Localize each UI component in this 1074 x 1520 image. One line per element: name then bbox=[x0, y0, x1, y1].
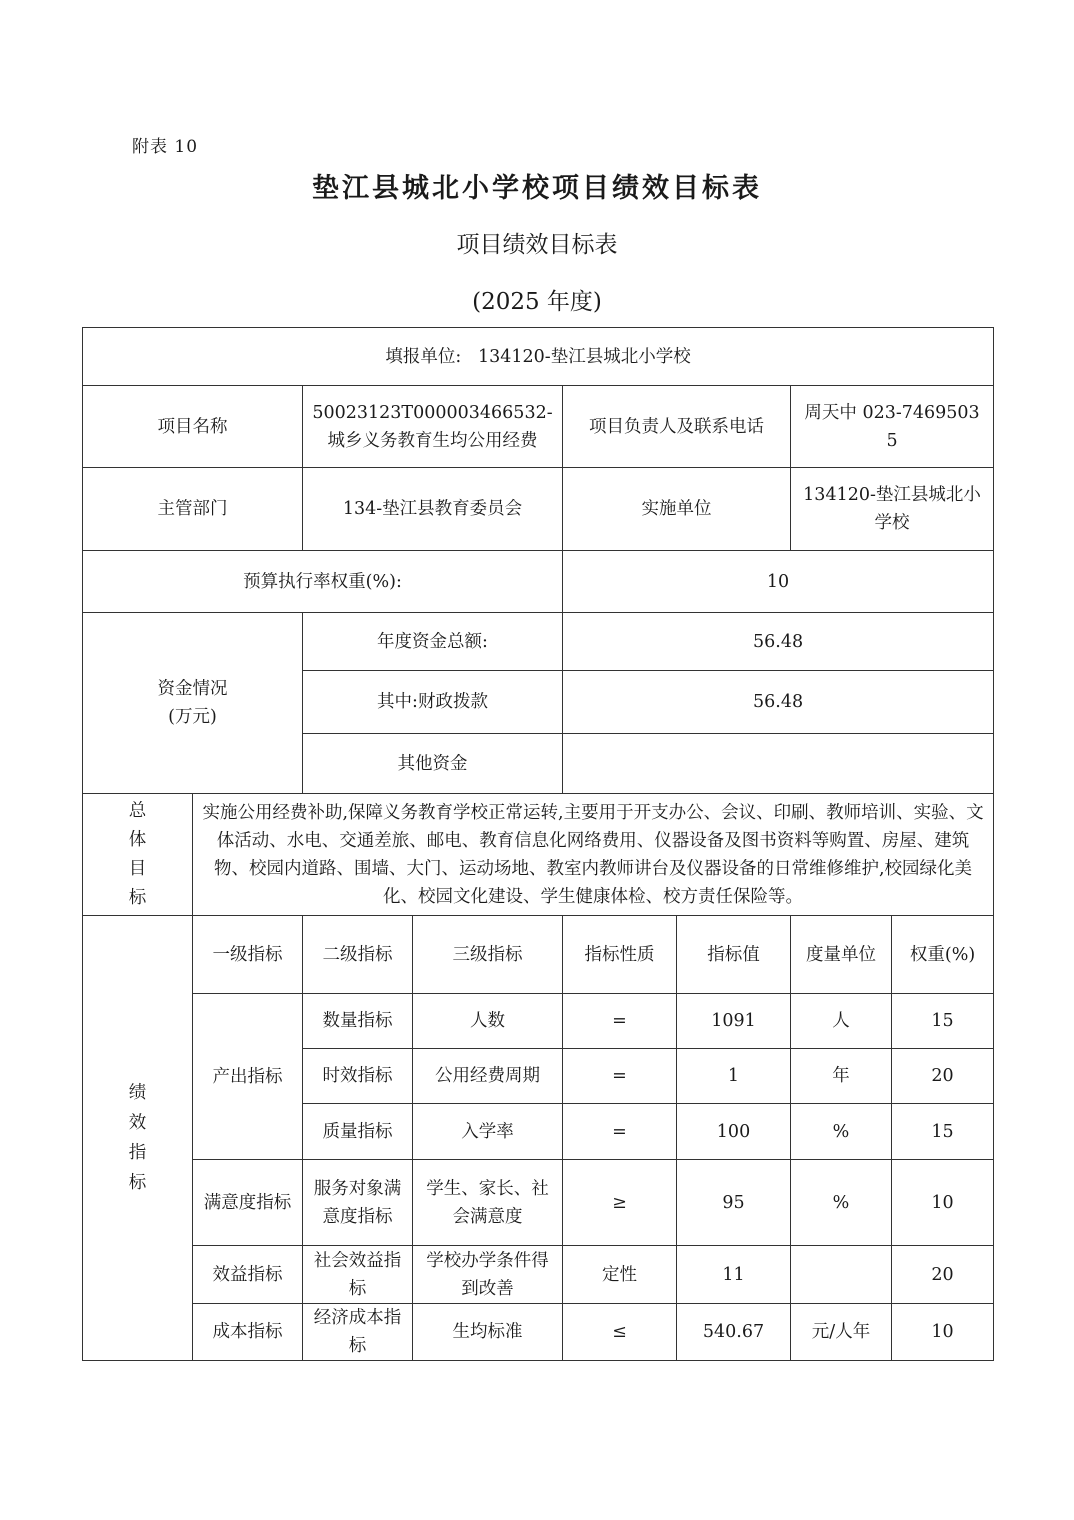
nature-cell: = bbox=[563, 1049, 677, 1104]
level3-cell: 人数 bbox=[413, 994, 563, 1049]
weight-cell: 20 bbox=[892, 1246, 994, 1304]
reporting-unit-value: 134120-垫江县城北小学校 bbox=[477, 346, 691, 367]
table-row bbox=[83, 1304, 994, 1361]
contact-value: 周天中 023-74695035 bbox=[791, 386, 994, 468]
budget-rate-value: 10 bbox=[563, 551, 994, 613]
nature-cell: = bbox=[563, 994, 677, 1049]
nature-cell: = bbox=[563, 1104, 677, 1160]
impl-unit-value: 134120-垫江县城北小学校 bbox=[791, 468, 994, 551]
value-cell: 100 bbox=[677, 1104, 791, 1160]
annual-total-label: 年度资金总额: bbox=[303, 613, 563, 671]
document-subtitle: 项目绩效目标表 bbox=[456, 232, 618, 258]
header-value: 指标值 bbox=[677, 916, 791, 994]
level2-cell: 数量指标 bbox=[303, 994, 413, 1049]
budget-rate-label: 预算执行率权重(%): bbox=[83, 551, 563, 613]
department-label: 主管部门 bbox=[83, 468, 303, 551]
annual-total-value: 56.48 bbox=[563, 613, 994, 671]
weight-cell: 10 bbox=[892, 1304, 994, 1361]
performance-target-table bbox=[82, 327, 994, 1361]
project-name-value: 50023123T000003466532-城乡义务教育生均公用经费 bbox=[303, 386, 563, 468]
fiscal-allocation-label: 其中:财政拨款 bbox=[303, 671, 563, 734]
other-funds-value bbox=[563, 734, 994, 794]
performance-indicators-label: 绩效指标 bbox=[83, 916, 193, 1361]
unit-cell: 人 bbox=[791, 994, 892, 1049]
level3-cell: 公用经费周期 bbox=[413, 1049, 563, 1104]
other-funds-label: 其他资金 bbox=[303, 734, 563, 794]
reporting-unit-cell bbox=[83, 328, 994, 386]
header-unit: 度量单位 bbox=[791, 916, 892, 994]
header-weight: 权重(%) bbox=[892, 916, 994, 994]
project-name-label: 项目名称 bbox=[83, 386, 303, 468]
overall-goal-label: 总体目标 bbox=[83, 794, 193, 916]
value-cell: 540.67 bbox=[677, 1304, 791, 1361]
unit-cell: % bbox=[791, 1160, 892, 1246]
impl-unit-label: 实施单位 bbox=[563, 468, 791, 551]
level1-cell: 满意度指标 bbox=[193, 1160, 303, 1246]
funds-label bbox=[83, 613, 303, 794]
contact-label: 项目负责人及联系电话 bbox=[563, 386, 791, 468]
value-cell: 95 bbox=[677, 1160, 791, 1246]
header-level2: 二级指标 bbox=[303, 916, 413, 994]
table-row bbox=[83, 994, 994, 1049]
header-nature: 指标性质 bbox=[563, 916, 677, 994]
fiscal-year: (2025 年度) bbox=[472, 289, 602, 315]
weight-cell: 15 bbox=[892, 1104, 994, 1160]
weight-cell: 20 bbox=[892, 1049, 994, 1104]
table-row bbox=[83, 1160, 994, 1246]
level2-cell: 时效指标 bbox=[303, 1049, 413, 1104]
reporting-unit-label: 填报单位: bbox=[385, 346, 462, 367]
header-level1: 一级指标 bbox=[193, 916, 303, 994]
document-title: 垫江县城北小学校项目绩效目标表 bbox=[312, 173, 762, 204]
overall-goal-text: 实施公用经费补助,保障义务教育学校正常运转,主要用于开支办公、会议、印刷、教师培训、实验、文体活动、水电、交通差旅、邮电、教育信息化网络费用、仪器设备及图书资料等购置、房屋、建筑物、校园内道路、围墙、大门、运动场地、教室内教师讲台及仪器设备的日常维修维护,校园绿化美化、校园文化建设、学生健康体检、校方责任保险等。 bbox=[193, 794, 994, 916]
unit-cell: 年 bbox=[791, 1049, 892, 1104]
level3-cell: 生均标准 bbox=[413, 1304, 563, 1361]
fiscal-allocation-value: 56.48 bbox=[563, 671, 994, 734]
level2-cell: 社会效益指标 bbox=[303, 1246, 413, 1304]
unit-cell: % bbox=[791, 1104, 892, 1160]
funds-label-line1: 资金情况 bbox=[157, 679, 228, 699]
value-cell: 1 bbox=[677, 1049, 791, 1104]
level2-cell: 经济成本指标 bbox=[303, 1304, 413, 1361]
level3-cell: 入学率 bbox=[413, 1104, 563, 1160]
table-row bbox=[83, 1246, 994, 1304]
level3-cell: 学生、家长、社会满意度 bbox=[413, 1160, 563, 1246]
weight-cell: 15 bbox=[892, 994, 994, 1049]
level1-cell: 效益指标 bbox=[193, 1246, 303, 1304]
level1-cell: 成本指标 bbox=[193, 1304, 303, 1361]
attachment-number: 附表 10 bbox=[132, 137, 199, 157]
output-level1: 产出指标 bbox=[193, 994, 303, 1160]
nature-cell: ≥ bbox=[563, 1160, 677, 1246]
header-level3: 三级指标 bbox=[413, 916, 563, 994]
nature-cell: 定性 bbox=[563, 1246, 677, 1304]
unit-cell: 元/人年 bbox=[791, 1304, 892, 1361]
department-value: 134-垫江县教育委员会 bbox=[303, 468, 563, 551]
level2-cell: 质量指标 bbox=[303, 1104, 413, 1160]
value-cell: 11 bbox=[677, 1246, 791, 1304]
level3-cell: 学校办学条件得到改善 bbox=[413, 1246, 563, 1304]
funds-label-line2: (万元) bbox=[168, 707, 217, 727]
nature-cell: ≤ bbox=[563, 1304, 677, 1361]
weight-cell: 10 bbox=[892, 1160, 994, 1246]
value-cell: 1091 bbox=[677, 994, 791, 1049]
unit-cell bbox=[791, 1246, 892, 1304]
level2-cell: 服务对象满意度指标 bbox=[303, 1160, 413, 1246]
